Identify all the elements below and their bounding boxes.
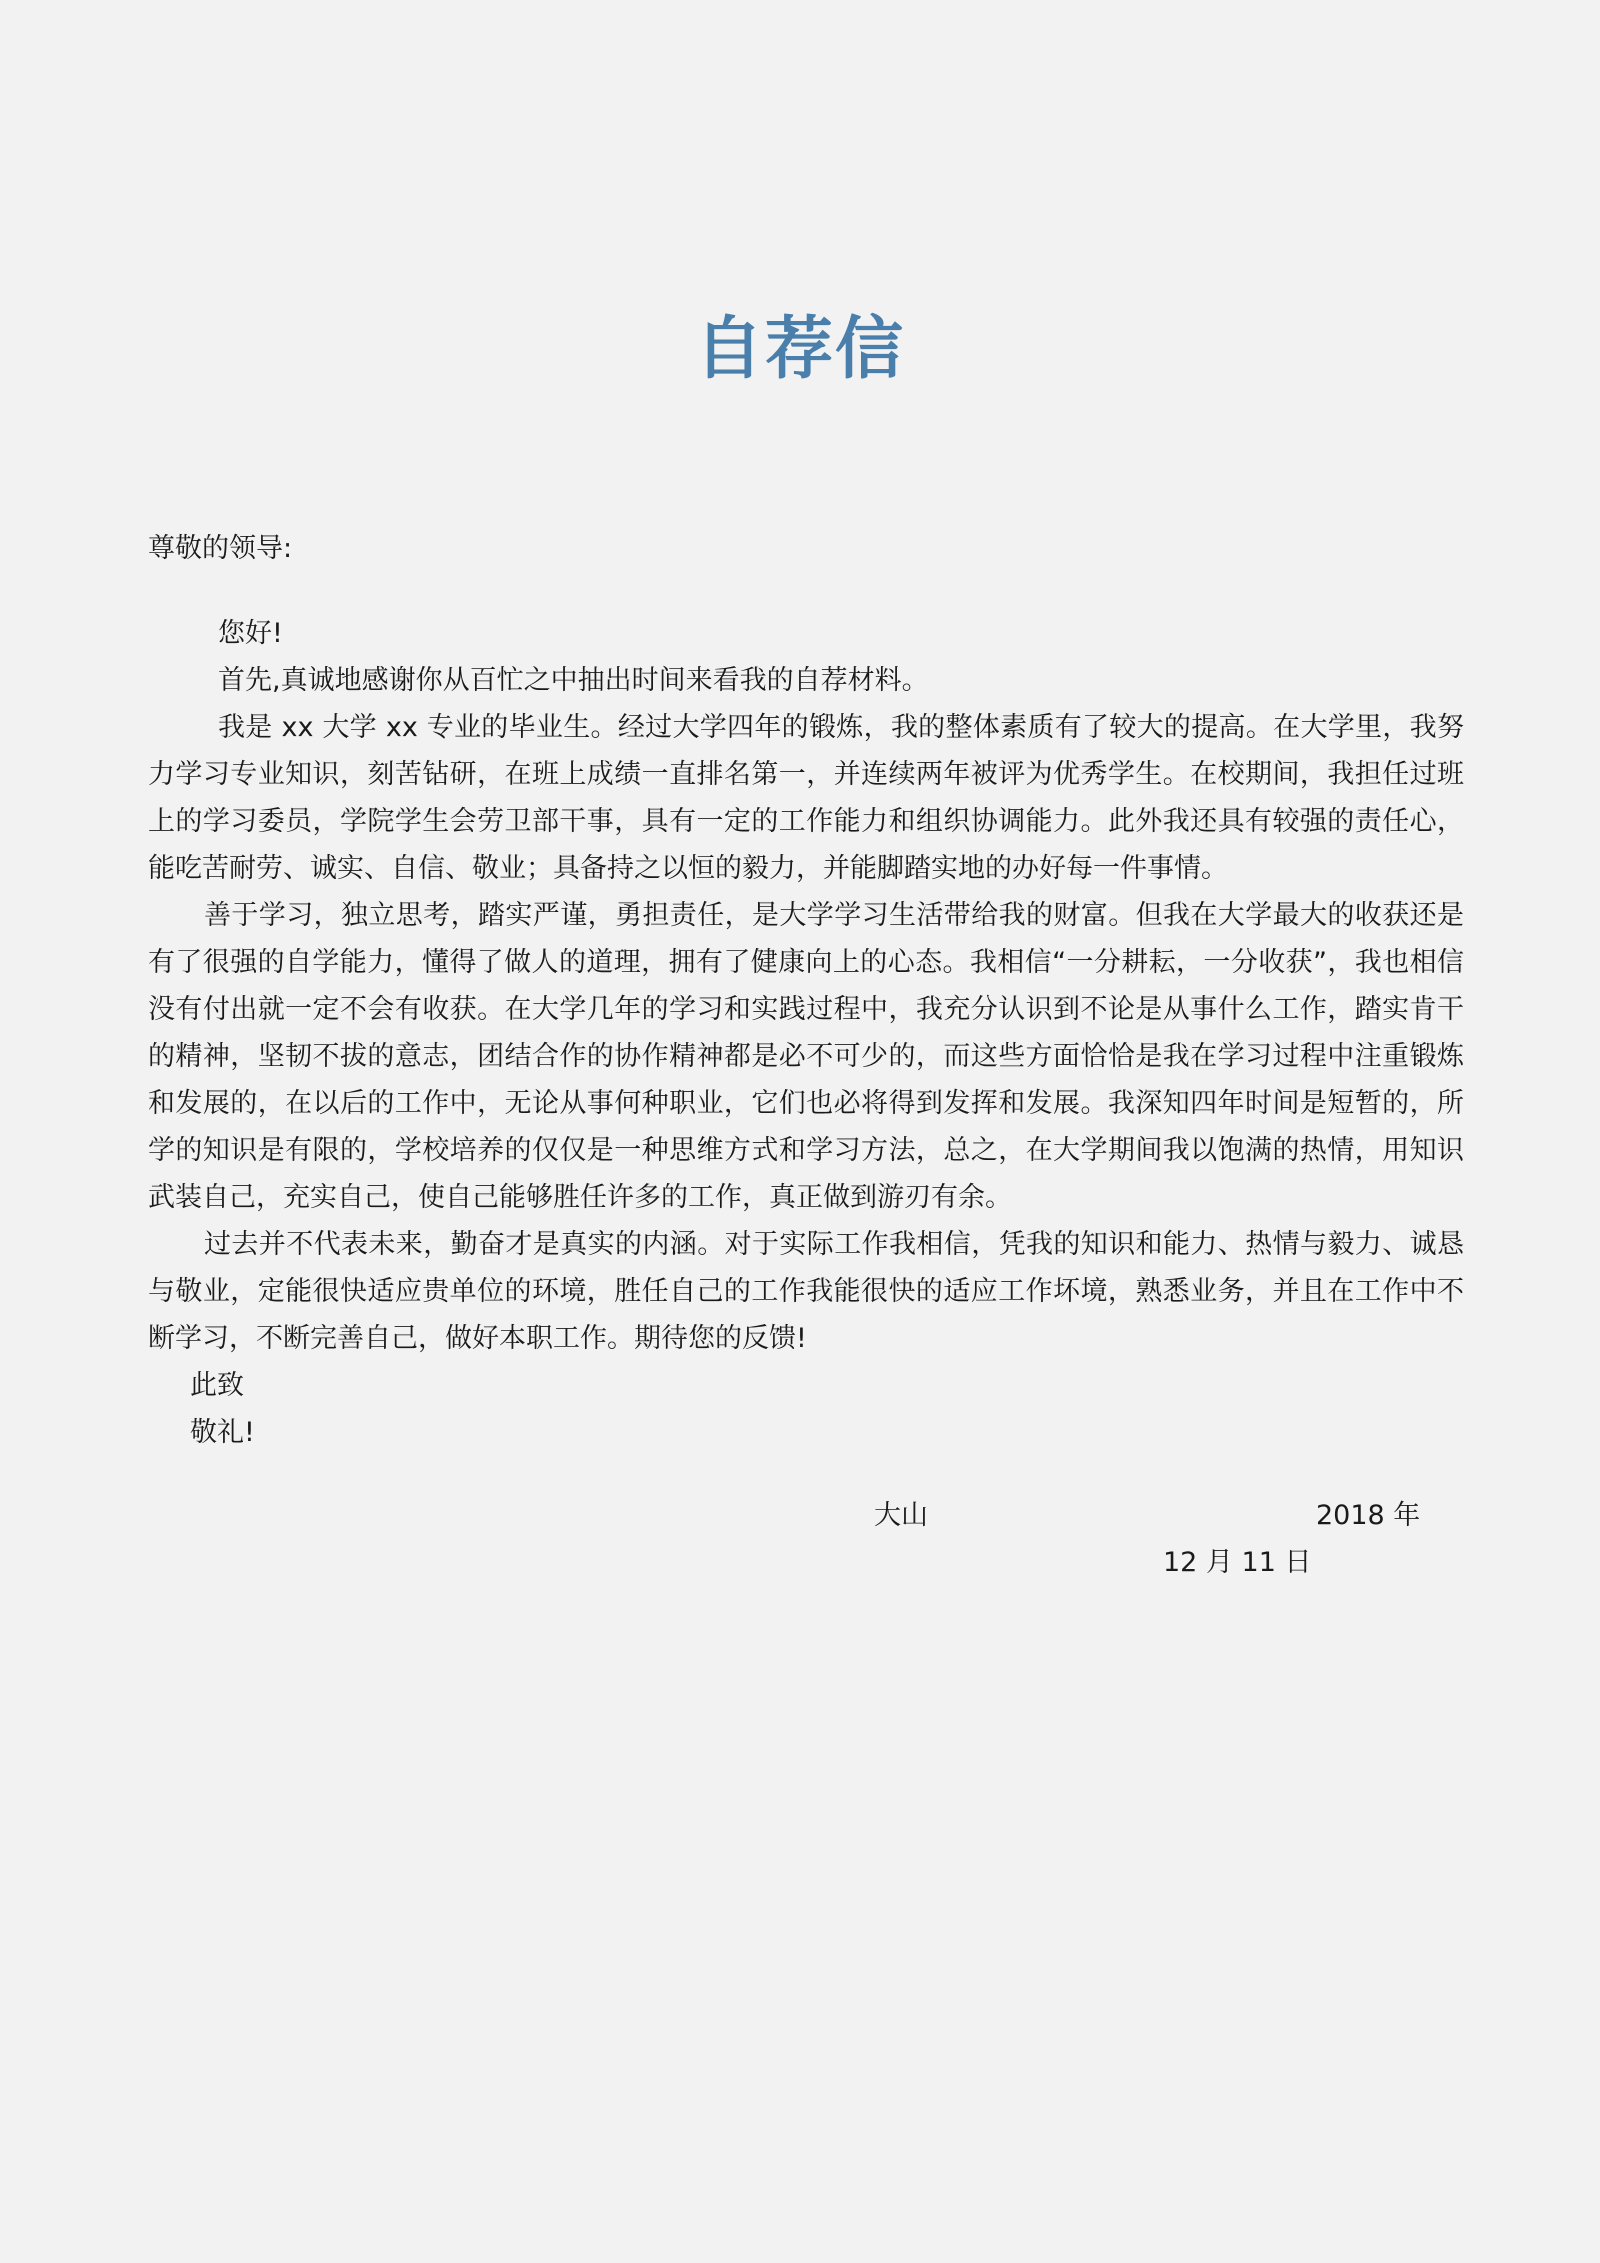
letter-title: 自荐信 bbox=[694, 310, 905, 389]
paragraph-intro: 我是 xx 大学 xx 专业的毕业生。经过大学四年的锻炼，我的整体素质有了较大的提高。在大学里，我努力学习专业知识，刻苦钻研，在班上成绩一直排名第一，并连续两年被评为优秀学生。在校期间，我担任过班上的学习委员，学院学生会劳卫部干事，具有一定的工作能力和组织协调能力。此外我还具有较强的责任心，能吃苦耐劳、诚实、自信、敬业；具备持之以恒的毅力，并能脚踏实地的办好每一件事情。 bbox=[148, 712, 1464, 884]
paragraph-learning: 善于学习，独立思考，踏实严谨，勇担责任，是大学学习生活带给我的财富。但我在大学最大的收获还是有了很强的自学能力，懂得了做人的道理，拥有了健康向上的心态。我相信“一分耕耘，一分收获”，我也相信没有付出就一定不会有收获。在大学几年的学习和实践过程中，我充分认识到不论是从事什么工作，踏实肯干的精神，坚韧不拔的意志，团结合作的协作精神都是必不可少的，而这些方面恰恰是我在学习过程中注重锻炼和发展的，在以后的工作中，无论从事何种职业，它们也必将得到发挥和发展。我深知四年时间是短暂的，所学的知识是有限的，学校培养的仅仅是一种思维方式和学习方法，总之，在大学期间我以饱满的热情，用知识武装自己，充实自己，使自己能够胜任许多的工作，真正做到游刃有余。 bbox=[148, 900, 1464, 1213]
closing-ci-zhi: 此致 bbox=[190, 1370, 244, 1401]
signature-date: 12 月 11 日 bbox=[1163, 1547, 1312, 1578]
paragraph-thanks: 首先,真诚地感谢你从百忙之中抽出时间来看我的自荐材料。 bbox=[218, 665, 929, 696]
signature-name: 大山 bbox=[874, 1500, 928, 1531]
greeting: 您好! bbox=[218, 618, 283, 649]
paragraph-closing: 过去并不代表未来，勤奋才是真实的内涵。对于实际工作我相信，凭我的知识和能力、热情与毅力、诚恳与敬业，定能很快适应贵单位的环境，胜任自己的工作我能很快的适应工作坏境，熟悉业务，并且在工作中不断学习，不断完善自己，做好本职工作。期待您的反馈! bbox=[148, 1229, 1464, 1354]
salutation: 尊敬的领导: bbox=[148, 533, 293, 564]
signature-year: 2018 年 bbox=[1316, 1500, 1421, 1531]
signature-block bbox=[0, 1492, 1600, 1592]
closing-jing-li: 敬礼! bbox=[190, 1417, 255, 1448]
letter-body bbox=[148, 525, 1464, 1456]
